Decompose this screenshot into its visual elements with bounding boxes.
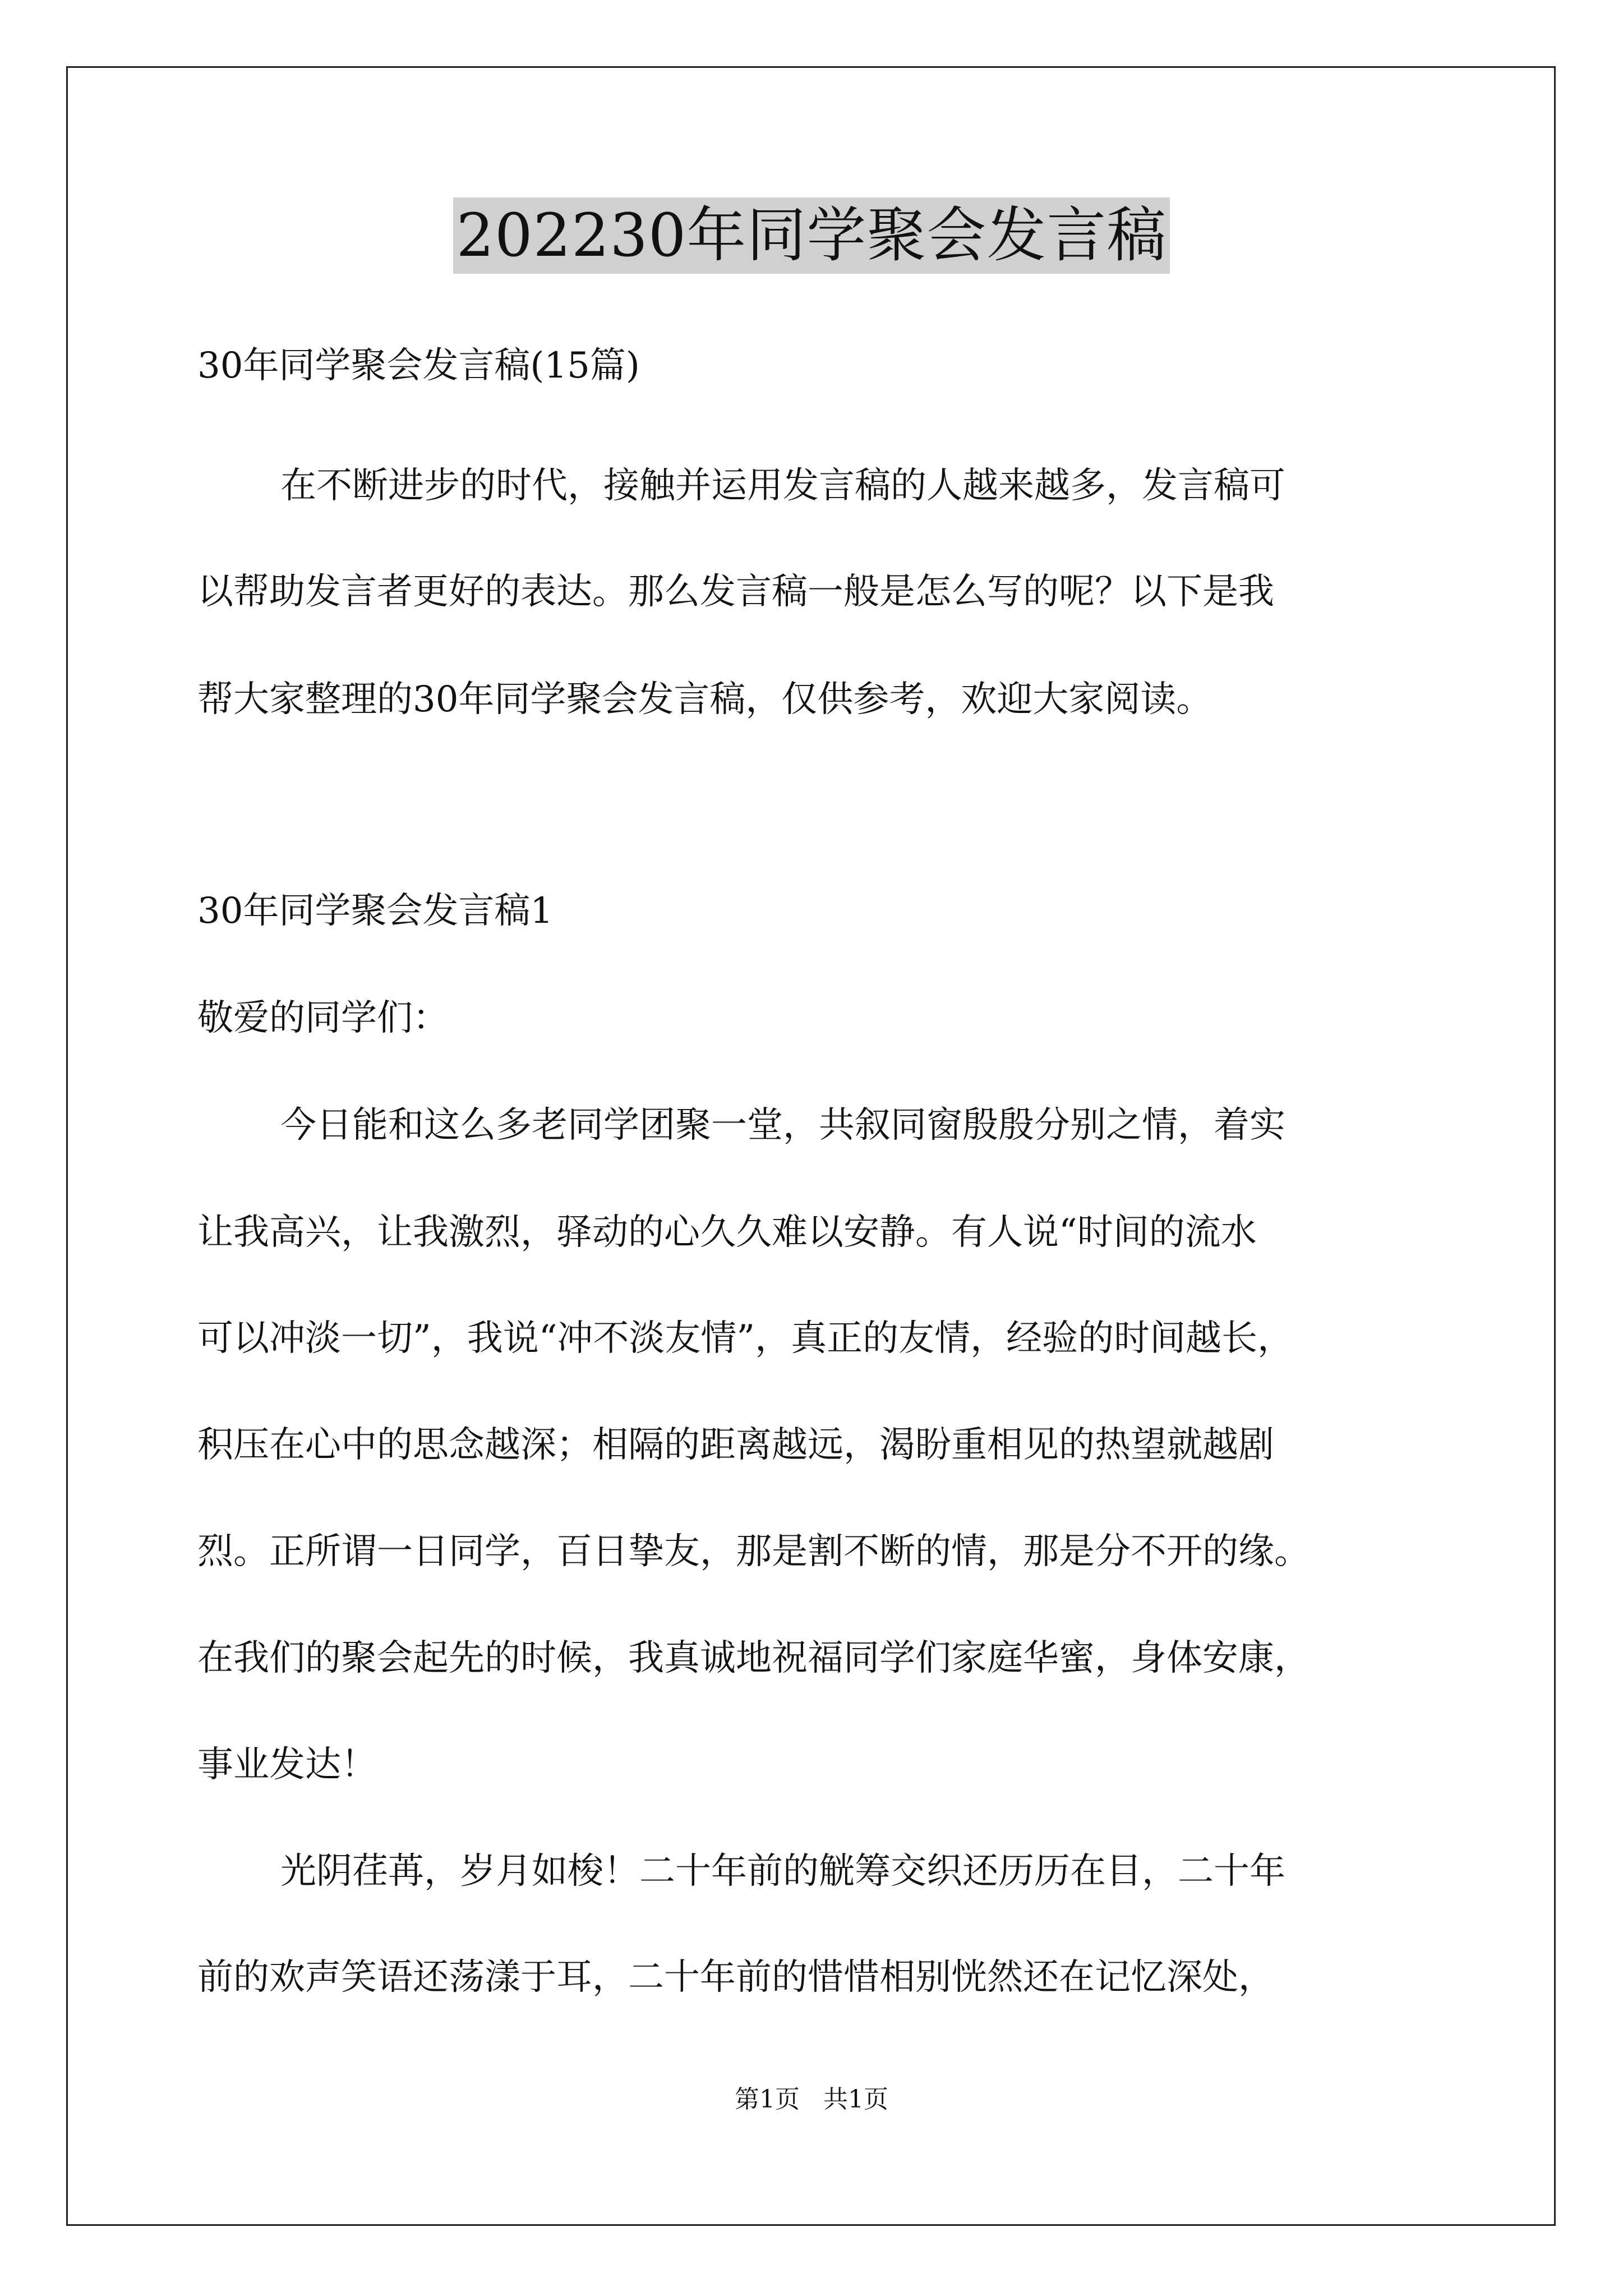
paragraph-line: 光阴荏苒，岁月如梭！二十年前的觥筹交织还历历在目，二十年 xyxy=(280,1851,1285,1892)
paragraph-line: 今日能和这么多老同学团聚一堂，共叙同窗殷殷分别之情，着实 xyxy=(280,1105,1285,1146)
paragraph-line: 在我们的聚会起先的时候，我真诚地祝福同学们家庭华蜜，身体安康， xyxy=(197,1637,1310,1679)
paragraph-line: 帮大家整理的30年同学聚会发言稿，仅供参考，欢迎大家阅读。 xyxy=(197,679,1212,720)
paragraph-line: 以帮助发言者更好的表达。那么发言稿一般是怎么写的呢？以下是我 xyxy=(197,571,1274,613)
salutation: 敬爱的同学们： xyxy=(197,997,449,1039)
paragraph-line: 可以冲淡一切”，我说“冲不淡友情”，真正的友情，经验的时间越长， xyxy=(197,1318,1294,1359)
section-heading: 30年同学聚会发言稿1 xyxy=(197,890,554,932)
paragraph-line: 烈。正所谓一日同学，百日挚友，那是割不断的情，那是分不开的缘。 xyxy=(197,1531,1310,1572)
paragraph-line: 事业发达！ xyxy=(197,1744,377,1786)
paragraph-line: 前的欢声笑语还荡漾于耳，二十年前的惜惜相别恍然还在记忆深处， xyxy=(197,1957,1274,1998)
paragraph-line: 让我高兴，让我激烈，驿动的心久久难以安静。有人说“时间的流水 xyxy=(197,1212,1257,1253)
paragraph-line: 积压在心中的思念越深；相隔的距离越远，渴盼重相见的热望就越剧 xyxy=(197,1424,1274,1466)
document-title: 202230年同学聚会发言稿 xyxy=(453,197,1170,274)
page-number: 第1页 共1页 xyxy=(735,2085,888,2114)
paragraph-line: 在不断进步的时代，接触并运用发言稿的人越来越多，发言稿可 xyxy=(280,465,1285,507)
document-subtitle: 30年同学聚会发言稿(15篇) xyxy=(197,345,640,386)
title-container xyxy=(0,197,1623,274)
